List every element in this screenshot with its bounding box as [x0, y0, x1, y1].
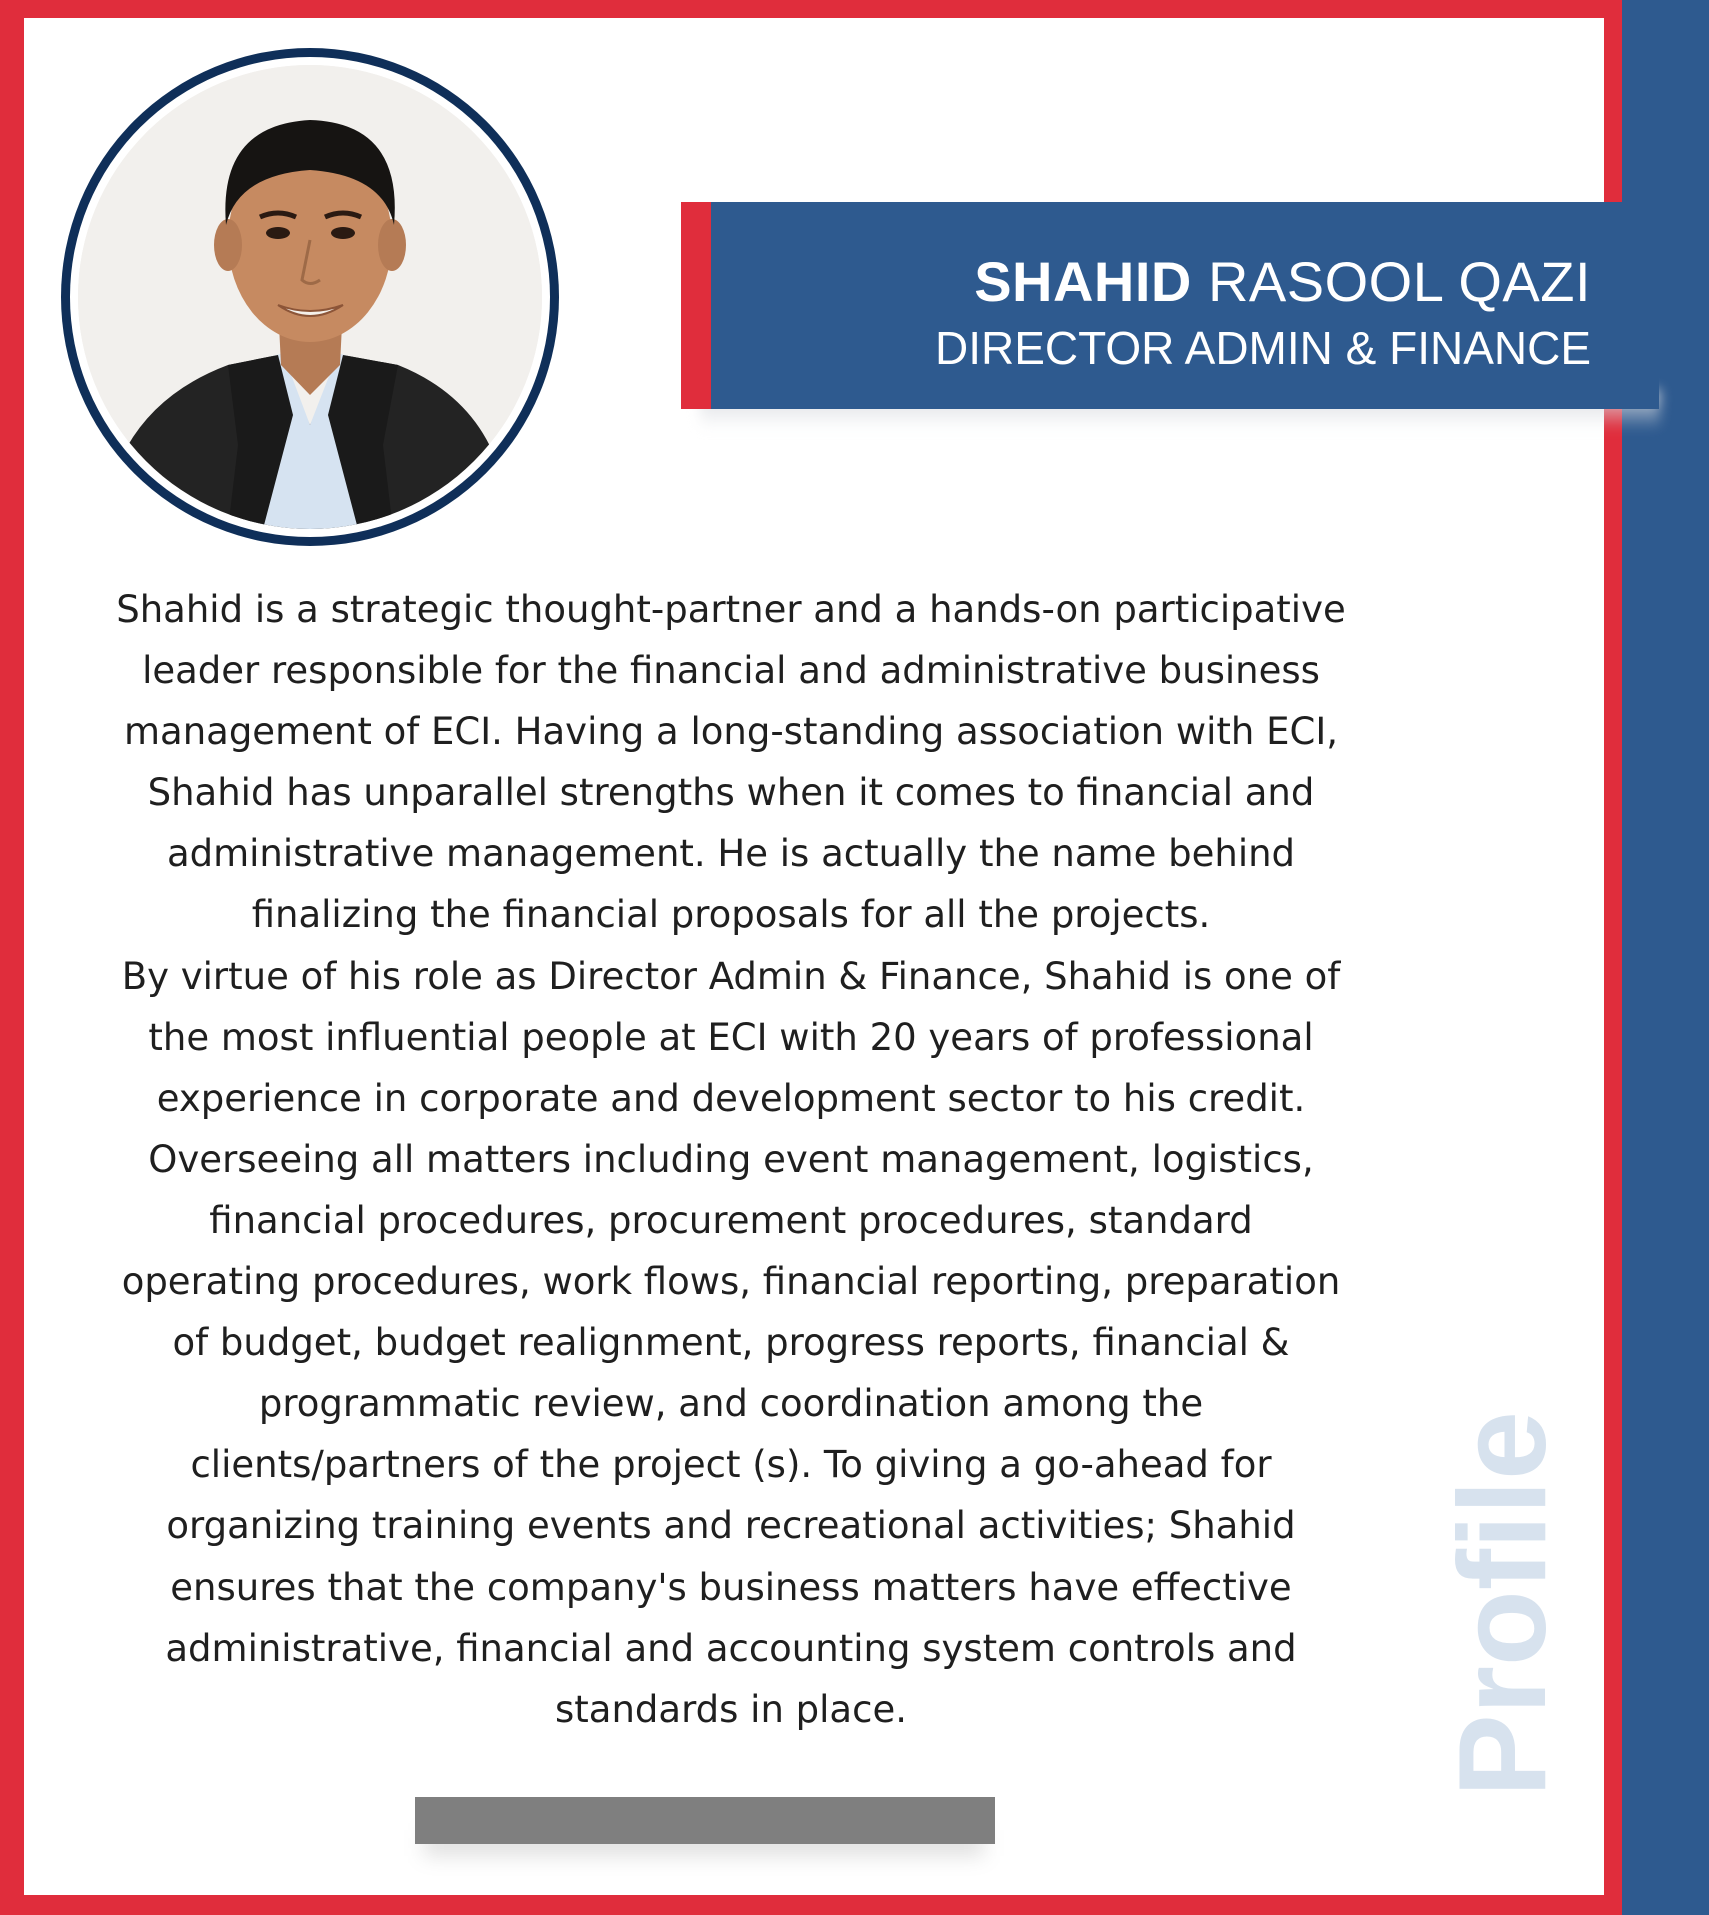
bio-line: organizing training events and recreational activities; Shahid: [166, 1504, 1296, 1548]
job-title: DIRECTOR ADMIN & FINANCE: [935, 322, 1591, 374]
bio-line: finalizing the financial proposals for all the projects.: [251, 893, 1211, 937]
bio-line: Shahid is a strategic thought-partner and a hands-on participative: [116, 588, 1346, 631]
bio-line: the most influential people at ECI with 20 years of professional: [148, 1015, 1314, 1059]
last-name: RASOOL QAZI: [1207, 250, 1591, 313]
portrait-illustration: [78, 65, 542, 529]
bio-line: administrative, financial and accounting system controls and: [165, 1626, 1297, 1670]
bio-line: programmatic review, and coordination among the: [258, 1382, 1204, 1426]
bio-text: [54, 579, 1408, 1740]
first-name: SHAHID: [974, 250, 1192, 313]
bio-line: leader responsible for the financial and administrative business: [142, 649, 1320, 693]
person-name: [974, 250, 1591, 314]
bio-line: financial procedures, procurement procedures, standard: [209, 1198, 1253, 1242]
bio-line: experience in corporate and development sector to his credit.: [156, 1076, 1306, 1120]
profile-watermark: Profile: [1434, 1411, 1572, 1797]
bio-line: Overseeing all matters including event management, logistics,: [148, 1137, 1314, 1181]
bio-line: By virtue of his role as Director Admin & Finance, Shahid is one of: [121, 954, 1341, 998]
name-banner: [711, 202, 1659, 409]
bottom-divider-bar: [415, 1797, 995, 1844]
bio-line: of budget, budget realignment, progress reports, financial &: [172, 1321, 1290, 1365]
bio-line: management of ECI. Having a long-standing association with ECI,: [123, 710, 1338, 754]
bio-line: standards in place.: [555, 1687, 907, 1731]
bio-line: ensures that the company's business matters have effective: [170, 1565, 1292, 1609]
bio-line: administrative management. He is actually the name behind: [166, 832, 1296, 876]
bio-line: operating procedures, work flows, financial reporting, preparation: [121, 1260, 1341, 1304]
bio-line: Shahid has unparallel strengths when it comes to financial and: [147, 771, 1315, 815]
profile-photo: [78, 65, 542, 529]
banner-accent: [681, 202, 711, 409]
bio-line: clients/partners of the project (s). To giving a go-ahead for: [190, 1443, 1272, 1487]
